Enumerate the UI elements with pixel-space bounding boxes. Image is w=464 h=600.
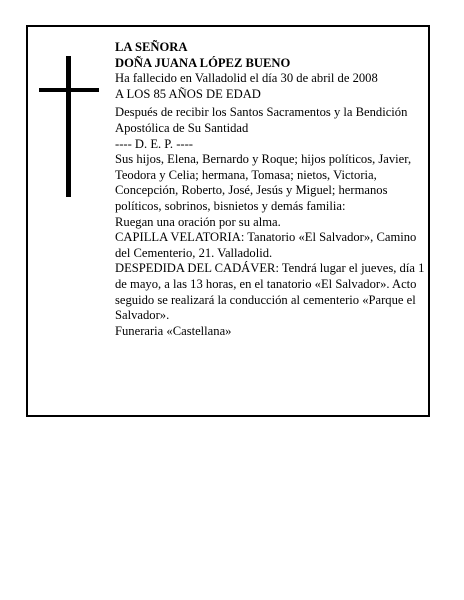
notice-title: LA SEÑORA [115,40,188,54]
cross-vertical-bar [66,56,71,197]
chapel-info: CAPILLA VELATORIA: Tanatorio «El Salvador», Camino del Cementerio, 21. Valladolid. [115,230,417,260]
funeral-home: Funeraria «Castellana» [115,323,232,338]
cross-horizontal-bar [39,88,99,92]
rest-in-peace: ---- D. E. P. ---- [115,136,193,151]
prayer-request: Ruegan una oración por su alma. [115,214,281,229]
sacraments-statement: Después de recibir los Santos Sacramentos y la Bendición Apostólica de Su Santidad [115,105,408,135]
farewell-info: DESPEDIDA DEL CADÁVER: Tendrá lugar el jueves, día 1 de mayo, a las 13 horas, en el tanatorio «El Salvador». Acto seguido se realizará la conducción al cementerio «Parque el Salvador». [115,261,425,323]
family-list: Sus hijos, Elena, Bernardo y Roque; hijos políticos, Javier, Teodora y Celia; hermana, Tomasa; nietos, Victoria, Concepción, Roberto, José, Jesús y Miguel; hermanos políticos, sobrinos, bisnietos y demás familia: [115,152,412,213]
death-statement: Ha fallecido en Valladolid el día 30 de abril de 2008 [115,71,378,86]
notice-text [115,40,427,339]
deceased-name: DOÑA JUANA LÓPEZ BUENO [115,55,291,70]
age-statement: A LOS 85 AÑOS DE EDAD [115,86,261,101]
obituary-notice [26,25,430,417]
